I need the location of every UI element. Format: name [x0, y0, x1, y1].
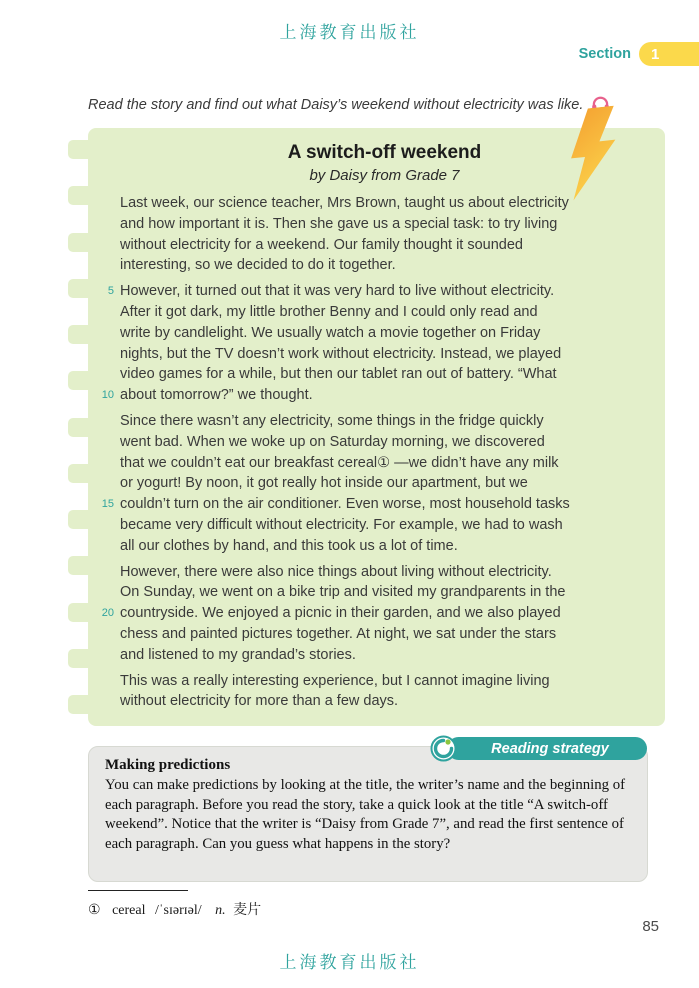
story-line — [90, 255, 649, 276]
line-number — [90, 323, 114, 344]
instruction-text: Read the story and find out what Daisy’s weekend without electricity was like. — [88, 96, 584, 113]
line-number — [90, 364, 114, 385]
line-number — [90, 473, 114, 494]
story-line-text: and listened to my grandad’s stories. — [120, 646, 356, 663]
story-line-text: Since there wasn’t any electricity, some things in the fridge quickly — [120, 412, 544, 429]
story-line — [90, 432, 649, 453]
line-number: 20 — [101, 607, 114, 620]
footnote — [88, 899, 261, 919]
line-number — [90, 562, 114, 583]
story-line-text: This was a really interesting experience, but I cannot imagine living — [120, 672, 550, 689]
story-line-text: countryside. We enjoyed a picnic in their garden, and we also played — [120, 605, 561, 622]
line-number — [90, 302, 114, 323]
line-number — [90, 624, 114, 645]
story-line — [90, 671, 649, 692]
line-number: 5 — [107, 285, 114, 298]
story-line — [90, 411, 649, 432]
story-line — [90, 603, 649, 624]
reading-strategy-box — [88, 740, 648, 882]
story-line-text: couldn’t turn on the air conditioner. Even worse, most household tasks — [120, 496, 570, 513]
notebook-notch — [68, 325, 88, 344]
story-line-text: Last week, our science teacher, Mrs Brown, taught us about electricity — [120, 195, 569, 211]
notebook-notch — [68, 464, 88, 483]
story-line-text: write by candlelight. We usually watch a movie together on Friday — [120, 324, 541, 341]
footnote-word: cereal — [112, 903, 146, 918]
line-number — [90, 255, 114, 276]
line-number — [90, 515, 114, 536]
story-paragraph — [90, 281, 649, 406]
story-line — [90, 235, 649, 256]
footnote-marker: ① — [88, 903, 101, 918]
strategy-body: You can make predictions by looking at the title, the writer’s name and the beginning of each paragraph. Before you read the story, take a quick look at the title “A switch-off weekend”. Notice that the writer is “Daisy from Grade 7”, and read the first sentence of each paragraph. Can you guess what happens in the story? — [105, 777, 626, 852]
strategy-swirl-icon — [430, 735, 457, 762]
notebook-notch — [68, 695, 88, 714]
story-title: A switch-off weekend — [287, 142, 482, 163]
notebook-notch — [68, 279, 88, 298]
notebook-notch — [68, 418, 88, 437]
line-number — [90, 671, 114, 692]
notebook-notch — [68, 510, 88, 529]
story-paragraph — [90, 671, 649, 713]
line-number — [90, 214, 114, 235]
story-paragraph — [90, 411, 649, 557]
line-number: 10 — [101, 389, 114, 402]
instruction-line — [88, 94, 628, 115]
line-number — [90, 344, 114, 365]
story-line-text: went bad. When we woke up on Saturday morning, we discovered — [120, 433, 545, 450]
lightning-bolt-icon — [556, 105, 632, 208]
story-line — [90, 385, 649, 406]
line-number — [90, 645, 114, 666]
section-number: 1 — [651, 45, 660, 63]
notebook-notch — [68, 186, 88, 205]
story-line — [90, 323, 649, 344]
strategy-badge-label: Reading strategy — [447, 737, 647, 760]
line-number — [90, 411, 114, 432]
story-line — [90, 281, 649, 302]
story-line — [90, 494, 649, 515]
story-byline: by Daisy from Grade 7 — [309, 167, 460, 184]
line-number — [90, 691, 114, 712]
story-line-text: However, it turned out that it was very hard to live without electricity. — [120, 283, 555, 300]
story-line-text: After it got dark, my little brother Benny and I could only read and — [120, 303, 538, 320]
notebook-notch — [68, 556, 88, 575]
story-line — [90, 302, 649, 323]
section-number-badge — [639, 42, 699, 66]
story-paragraph — [90, 562, 649, 666]
story-line-text: However, there were also nice things about living without electricity. — [120, 563, 552, 580]
story-line — [90, 562, 649, 583]
footnote-pos: n. — [215, 903, 226, 918]
story-line — [90, 645, 649, 666]
story-line-text: chess and painted pictures together. At night, we sat under the stars — [120, 625, 557, 642]
footnote-divider — [88, 890, 188, 891]
notebook-notches — [68, 140, 88, 714]
section-label: Section — [578, 46, 631, 62]
footnote-phonetic: /ˈsɪərɪəl/ — [154, 903, 202, 918]
story-line-text: nights, but the TV doesn’t work without electricity. Instead, we played — [120, 345, 562, 362]
page-number: 85 — [642, 918, 659, 935]
line-number — [90, 536, 114, 557]
notebook-notch — [68, 371, 88, 390]
line-number — [90, 453, 114, 474]
story-paragraphs — [90, 193, 649, 712]
notebook-notch — [68, 649, 88, 668]
story-line-text: all our clothes by hand, and this took us a lot of time. — [120, 537, 458, 554]
story-line-text: interesting, so we decided to do it together. — [120, 257, 396, 274]
story-line — [90, 473, 649, 494]
notebook-notch — [68, 233, 88, 252]
story-line — [90, 344, 649, 365]
footnote-meaning: 麦片 — [233, 903, 262, 918]
notebook-notch — [68, 603, 88, 622]
line-number — [90, 235, 114, 256]
line-number — [90, 582, 114, 603]
story-line — [90, 214, 649, 235]
section-tab — [579, 42, 699, 66]
story-line-text: became very difficult without electricity. For example, we had to wash — [120, 516, 563, 533]
reading-strategy-badge — [430, 735, 647, 762]
publisher-footer: 上海教育出版社 — [279, 953, 420, 972]
story-panel — [88, 128, 665, 726]
story-line — [90, 691, 649, 712]
story-line — [90, 453, 649, 474]
story-line-text: video games for a while, but then our tablet ran out of battery. “What — [120, 366, 557, 383]
strategy-heading: Making predictions — [105, 757, 231, 773]
story-line-text: or yogurt! By noon, it got really hot inside our apartment, but we — [120, 475, 528, 492]
story-line-text: that we couldn’t eat our breakfast cereal① —we didn’t have any milk — [120, 454, 559, 471]
story-line-text: without electricity for more than a few days. — [120, 693, 399, 710]
story-line — [90, 582, 649, 603]
story-line — [90, 536, 649, 557]
story-line-text: On Sunday, we went on a bike trip and visited my grandparents in the — [120, 584, 566, 601]
line-number: 15 — [101, 498, 114, 511]
line-number — [90, 432, 114, 453]
story-line — [90, 364, 649, 385]
notebook-notch — [68, 140, 88, 159]
story-line — [90, 515, 649, 536]
line-number — [90, 193, 114, 214]
story-line-text: about tomorrow?” we thought. — [120, 387, 313, 404]
story-line-text: and how important it is. Then she gave us a special task: to try living — [120, 215, 558, 232]
publisher-header: 上海教育出版社 — [279, 23, 420, 42]
story-line — [90, 624, 649, 645]
story-line-text: without electricity for a weekend. Our family thought it sounded — [120, 236, 523, 253]
